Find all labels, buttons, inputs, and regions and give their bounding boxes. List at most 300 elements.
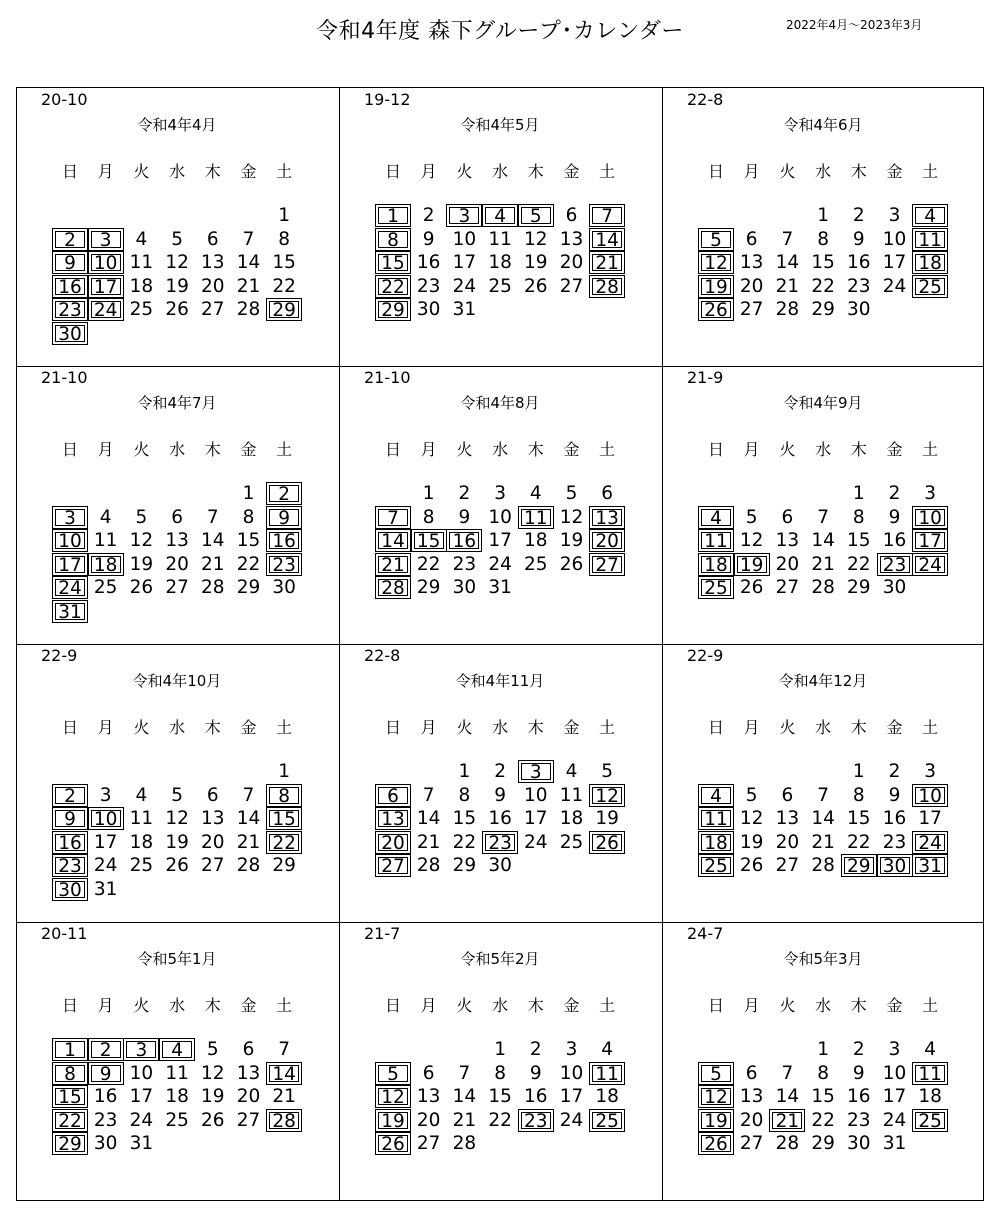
workday-date: 22 bbox=[488, 1109, 512, 1131]
holiday-date: 24 bbox=[912, 831, 948, 854]
workday-date: 14 bbox=[811, 808, 835, 829]
holiday-date: 11 bbox=[698, 529, 734, 552]
workday-date: 19 bbox=[165, 275, 189, 297]
workday-date: 26 bbox=[559, 553, 584, 575]
holiday-date: 4 bbox=[698, 506, 734, 529]
workday-date: 25 bbox=[93, 577, 118, 598]
month-title: 令和5年3月 bbox=[783, 950, 863, 968]
workday-date: 16 bbox=[847, 252, 871, 273]
workday-date: 25 bbox=[129, 299, 154, 320]
workday-date: 28 bbox=[811, 855, 835, 876]
holiday-date: 18 bbox=[88, 553, 124, 576]
workday-date: 5 bbox=[601, 761, 614, 782]
workday-date: 15 bbox=[488, 1086, 512, 1107]
workday-date: 27 bbox=[201, 299, 225, 320]
holiday-date: 3 bbox=[123, 1038, 159, 1061]
workday-date: 28 bbox=[452, 1133, 477, 1154]
holiday-date: 10 bbox=[88, 251, 124, 274]
weekday-label: 水 bbox=[492, 996, 509, 1015]
workday-date: 28 bbox=[775, 1133, 800, 1154]
workday-date: 31 bbox=[488, 577, 512, 598]
holiday-date: 16 bbox=[266, 529, 302, 552]
workday-date: 11 bbox=[129, 808, 154, 829]
workday-date: 9 bbox=[494, 784, 506, 806]
workday-date: 18 bbox=[488, 252, 512, 273]
month-calendar bbox=[339, 922, 661, 1200]
workday-date: 26 bbox=[165, 299, 189, 320]
workday-date: 3 bbox=[924, 761, 937, 782]
workday-date: 18 bbox=[559, 808, 584, 829]
holiday-date: 13 bbox=[375, 807, 411, 830]
workday-date: 30 bbox=[488, 855, 512, 876]
holiday-date: 12 bbox=[698, 251, 734, 274]
holiday-date: 8 bbox=[52, 1062, 88, 1085]
workday-date: 22 bbox=[847, 831, 871, 853]
workday-date: 9 bbox=[458, 506, 471, 528]
workday-date: 24 bbox=[129, 1109, 154, 1131]
workday-date: 9 bbox=[888, 784, 901, 806]
month-code: 21-7 bbox=[364, 924, 401, 943]
month-code: 24-7 bbox=[687, 924, 724, 943]
holiday-date: 13 bbox=[589, 506, 625, 529]
workday-date: 6 bbox=[206, 784, 219, 806]
workday-date: 25 bbox=[559, 831, 584, 853]
workday-date: 29 bbox=[847, 577, 871, 598]
month-title: 令和4年4月 bbox=[137, 116, 217, 134]
weekday-label: 土 bbox=[276, 996, 293, 1015]
workday-date: 1 bbox=[817, 205, 829, 226]
workday-date: 18 bbox=[129, 831, 154, 853]
holiday-date: 23 bbox=[518, 1109, 554, 1132]
weekday-label: 水 bbox=[815, 718, 832, 737]
workday-date: 19 bbox=[559, 530, 584, 551]
workday-date: 4 bbox=[601, 1039, 614, 1060]
holiday-date: 9 bbox=[266, 506, 302, 529]
workday-date: 4 bbox=[529, 483, 542, 504]
workday-date: 17 bbox=[452, 252, 477, 273]
holiday-date: 16 bbox=[446, 529, 482, 552]
workday-date: 6 bbox=[601, 483, 614, 504]
workday-date: 23 bbox=[93, 1109, 118, 1131]
weekday-label: 火 bbox=[779, 162, 796, 181]
month-calendar bbox=[339, 644, 661, 922]
workday-date: 3 bbox=[494, 483, 506, 504]
weekday-label: 金 bbox=[886, 718, 903, 737]
month-calendar bbox=[16, 922, 338, 1200]
workday-date: 24 bbox=[93, 855, 118, 876]
workday-date: 10 bbox=[452, 228, 477, 250]
workday-date: 24 bbox=[488, 553, 512, 575]
month-title: 令和5年1月 bbox=[137, 950, 217, 968]
workday-date: 4 bbox=[99, 506, 112, 528]
workday-date: 7 bbox=[781, 1062, 794, 1084]
workday-date: 28 bbox=[416, 855, 441, 876]
workday-date: 28 bbox=[811, 577, 835, 598]
workday-date: 15 bbox=[452, 808, 477, 829]
workday-date: 21 bbox=[811, 831, 835, 853]
workday-date: 17 bbox=[488, 530, 512, 551]
workday-date: 6 bbox=[781, 506, 794, 528]
workday-date: 7 bbox=[278, 1039, 291, 1060]
workday-date: 4 bbox=[135, 784, 148, 806]
workday-date: 21 bbox=[416, 831, 441, 853]
workday-date: 4 bbox=[135, 228, 148, 250]
weekday-label: 金 bbox=[240, 440, 257, 459]
holiday-date: 5 bbox=[698, 1062, 734, 1085]
workday-date: 5 bbox=[745, 784, 758, 806]
workday-date: 10 bbox=[882, 228, 907, 250]
holiday-date: 22 bbox=[266, 831, 302, 854]
weekday-label: 月 bbox=[97, 996, 114, 1015]
workday-date: 19 bbox=[129, 553, 154, 575]
workday-date: 21 bbox=[272, 1086, 296, 1107]
weekday-label: 火 bbox=[133, 162, 150, 181]
weekday-label: 水 bbox=[169, 440, 186, 459]
holiday-date: 12 bbox=[375, 1085, 411, 1108]
workday-date: 12 bbox=[165, 808, 189, 829]
workday-date: 3 bbox=[888, 1039, 901, 1060]
month-calendar bbox=[339, 88, 661, 366]
weekday-label: 土 bbox=[599, 440, 616, 459]
workday-date: 6 bbox=[745, 1062, 758, 1084]
weekday-label: 月 bbox=[743, 996, 760, 1015]
weekday-label: 水 bbox=[492, 718, 509, 737]
workday-date: 8 bbox=[817, 228, 829, 250]
workday-date: 19 bbox=[165, 831, 189, 853]
weekday-label: 金 bbox=[563, 162, 580, 181]
weekday-label: 土 bbox=[922, 440, 939, 459]
holiday-date: 10 bbox=[52, 529, 88, 552]
holiday-date: 4 bbox=[159, 1038, 195, 1061]
workday-date: 26 bbox=[524, 275, 548, 297]
workday-date: 7 bbox=[422, 784, 435, 806]
weekday-label: 土 bbox=[922, 996, 939, 1015]
workday-date: 1 bbox=[458, 761, 471, 782]
month-calendar bbox=[16, 88, 338, 366]
workday-date: 20 bbox=[775, 831, 800, 853]
holiday-date: 22 bbox=[375, 275, 411, 298]
workday-date: 1 bbox=[817, 1039, 829, 1060]
workday-date: 27 bbox=[416, 1133, 441, 1154]
workday-date: 30 bbox=[93, 1133, 118, 1154]
holiday-date: 14 bbox=[589, 228, 625, 251]
workday-date: 29 bbox=[236, 577, 261, 598]
weekday-label: 月 bbox=[743, 718, 760, 737]
workday-date: 30 bbox=[416, 299, 441, 320]
workday-date: 24 bbox=[882, 1109, 907, 1131]
workday-date: 8 bbox=[242, 506, 255, 528]
weekday-label: 木 bbox=[850, 162, 867, 181]
workday-date: 23 bbox=[882, 831, 907, 853]
weekday-label: 金 bbox=[240, 996, 257, 1015]
workday-date: 12 bbox=[201, 1062, 225, 1084]
workday-date: 14 bbox=[452, 1086, 477, 1107]
workday-date: 5 bbox=[565, 483, 578, 504]
month-title: 令和4年9月 bbox=[783, 394, 863, 412]
workday-date: 17 bbox=[559, 1086, 584, 1107]
workday-date: 21 bbox=[811, 553, 835, 575]
weekday-label: 木 bbox=[204, 718, 221, 737]
workday-date: 3 bbox=[99, 784, 112, 806]
workday-date: 14 bbox=[775, 1086, 800, 1107]
workday-date: 31 bbox=[882, 1133, 907, 1154]
workday-date: 22 bbox=[811, 275, 835, 297]
month-code: 21-9 bbox=[687, 368, 724, 387]
holiday-date: 2 bbox=[52, 228, 88, 251]
holiday-date: 3 bbox=[88, 228, 124, 251]
workday-date: 2 bbox=[852, 205, 865, 226]
weekday-label: 月 bbox=[743, 440, 760, 459]
workday-date: 22 bbox=[811, 1109, 835, 1131]
workday-date: 30 bbox=[882, 577, 907, 598]
holiday-date: 28 bbox=[375, 576, 411, 599]
month-calendar bbox=[16, 366, 338, 644]
workday-date: 11 bbox=[165, 1062, 189, 1084]
holiday-date: 6 bbox=[375, 784, 411, 807]
page-title: 令和4年度 森下グループ･カレンダー bbox=[316, 19, 684, 44]
month-code: 21-10 bbox=[364, 368, 411, 387]
workday-date: 20 bbox=[559, 252, 584, 273]
workday-date: 1 bbox=[852, 483, 865, 504]
workday-date: 26 bbox=[739, 855, 764, 876]
holiday-date: 3 bbox=[446, 204, 482, 227]
workday-date: 27 bbox=[739, 299, 764, 320]
workday-date: 8 bbox=[458, 784, 471, 806]
holiday-date: 10 bbox=[912, 506, 948, 529]
workday-date: 11 bbox=[559, 784, 584, 806]
workday-date: 18 bbox=[918, 1086, 942, 1107]
weekday-label: 火 bbox=[779, 440, 796, 459]
month-title: 令和4年11月 bbox=[455, 672, 545, 690]
weekday-label: 日 bbox=[61, 718, 78, 737]
workday-date: 6 bbox=[206, 228, 219, 250]
fiscal-period: 2022年4月～2023年3月 bbox=[786, 18, 923, 32]
workday-date: 29 bbox=[416, 577, 441, 598]
workday-date: 1 bbox=[852, 761, 865, 782]
holiday-date: 23 bbox=[877, 553, 913, 576]
workday-date: 25 bbox=[488, 275, 512, 297]
holiday-date: 2 bbox=[266, 482, 302, 505]
workday-date: 21 bbox=[201, 553, 225, 575]
workday-date: 13 bbox=[775, 530, 800, 551]
workday-date: 21 bbox=[236, 275, 261, 297]
workday-date: 27 bbox=[775, 577, 800, 598]
workday-date: 13 bbox=[559, 228, 584, 250]
workday-date: 21 bbox=[775, 275, 800, 297]
workday-date: 15 bbox=[811, 252, 835, 273]
workday-date: 4 bbox=[565, 761, 578, 782]
workday-date: 2 bbox=[888, 761, 901, 782]
holiday-date: 29 bbox=[375, 298, 411, 321]
workday-date: 28 bbox=[201, 577, 225, 598]
workday-date: 15 bbox=[811, 1086, 835, 1107]
holiday-date: 23 bbox=[52, 298, 88, 321]
holiday-date: 1 bbox=[52, 1038, 88, 1061]
workday-date: 19 bbox=[524, 252, 548, 273]
month-title: 令和5年2月 bbox=[460, 950, 540, 968]
workday-date: 24 bbox=[452, 275, 477, 297]
holiday-date: 30 bbox=[877, 854, 913, 877]
holiday-date: 31 bbox=[912, 854, 948, 877]
holiday-date: 16 bbox=[52, 275, 88, 298]
workday-date: 16 bbox=[416, 252, 441, 273]
workday-date: 24 bbox=[524, 831, 548, 853]
workday-date: 22 bbox=[236, 553, 261, 575]
workday-date: 21 bbox=[452, 1109, 477, 1131]
weekday-label: 火 bbox=[133, 996, 150, 1015]
workday-date: 31 bbox=[93, 878, 118, 900]
workday-date: 15 bbox=[236, 530, 261, 551]
workday-date: 20 bbox=[775, 553, 800, 575]
weekday-label: 水 bbox=[492, 440, 509, 459]
workday-date: 24 bbox=[882, 275, 907, 297]
workday-date: 24 bbox=[559, 1109, 584, 1131]
workday-date: 22 bbox=[272, 275, 296, 297]
workday-date: 6 bbox=[781, 784, 794, 806]
holiday-date: 24 bbox=[912, 553, 948, 576]
holiday-date: 28 bbox=[266, 1109, 302, 1132]
workday-date: 2 bbox=[422, 205, 435, 226]
workday-date: 31 bbox=[129, 1133, 154, 1154]
holiday-date: 23 bbox=[482, 831, 518, 854]
workday-date: 23 bbox=[847, 275, 871, 297]
holiday-date: 10 bbox=[912, 784, 948, 807]
workday-date: 11 bbox=[129, 252, 154, 273]
holiday-date: 28 bbox=[589, 275, 625, 298]
month-code: 22-8 bbox=[364, 646, 401, 665]
holiday-date: 21 bbox=[769, 1109, 805, 1132]
workday-date: 14 bbox=[416, 808, 441, 829]
holiday-date: 23 bbox=[266, 553, 302, 576]
weekday-label: 土 bbox=[599, 162, 616, 181]
weekday-label: 土 bbox=[276, 718, 293, 737]
weekday-label: 月 bbox=[97, 162, 114, 181]
workday-date: 12 bbox=[739, 530, 764, 551]
month-calendar bbox=[662, 644, 984, 922]
weekday-label: 月 bbox=[420, 440, 437, 459]
weekday-label: 水 bbox=[169, 162, 186, 181]
workday-date: 29 bbox=[272, 855, 296, 876]
weekday-label: 火 bbox=[779, 996, 796, 1015]
weekday-label: 水 bbox=[815, 162, 832, 181]
holiday-date: 3 bbox=[518, 760, 554, 783]
workday-date: 8 bbox=[817, 1062, 829, 1084]
holiday-date: 8 bbox=[266, 784, 302, 807]
workday-date: 25 bbox=[165, 1109, 189, 1131]
weekday-label: 金 bbox=[886, 440, 903, 459]
weekday-label: 火 bbox=[133, 718, 150, 737]
holiday-date: 5 bbox=[518, 204, 554, 227]
holiday-date: 19 bbox=[734, 553, 770, 576]
workday-date: 15 bbox=[847, 808, 871, 829]
month-title: 令和4年7月 bbox=[137, 394, 217, 412]
weekday-label: 月 bbox=[420, 718, 437, 737]
holiday-date: 5 bbox=[698, 228, 734, 251]
weekday-label: 水 bbox=[815, 996, 832, 1015]
workday-date: 19 bbox=[595, 808, 619, 829]
workday-date: 7 bbox=[458, 1062, 471, 1084]
workday-date: 7 bbox=[206, 506, 219, 528]
workday-date: 30 bbox=[847, 299, 871, 320]
weekday-label: 日 bbox=[384, 440, 401, 459]
workday-date: 7 bbox=[781, 228, 794, 250]
workday-date: 20 bbox=[416, 1109, 441, 1131]
workday-date: 16 bbox=[847, 1086, 871, 1107]
holiday-date: 11 bbox=[698, 807, 734, 830]
weekday-label: 金 bbox=[563, 996, 580, 1015]
workday-date: 14 bbox=[811, 530, 835, 551]
weekday-label: 火 bbox=[779, 718, 796, 737]
workday-date: 29 bbox=[811, 299, 835, 320]
holiday-date: 26 bbox=[375, 1132, 411, 1155]
holiday-date: 26 bbox=[698, 298, 734, 321]
holiday-date: 30 bbox=[52, 322, 88, 345]
workday-date: 7 bbox=[817, 784, 829, 806]
holiday-date: 4 bbox=[698, 784, 734, 807]
holiday-date: 15 bbox=[266, 807, 302, 830]
month-calendar bbox=[339, 366, 661, 644]
workday-date: 7 bbox=[817, 506, 829, 528]
holiday-date: 9 bbox=[52, 807, 88, 830]
workday-date: 25 bbox=[524, 553, 548, 575]
workday-date: 27 bbox=[201, 855, 225, 876]
workday-date: 23 bbox=[416, 275, 441, 297]
workday-date: 13 bbox=[201, 252, 225, 273]
month-code: 19-12 bbox=[364, 90, 411, 109]
workday-date: 20 bbox=[739, 1109, 764, 1131]
workday-date: 27 bbox=[236, 1109, 261, 1131]
holiday-date: 11 bbox=[912, 228, 948, 251]
holiday-date: 7 bbox=[375, 506, 411, 529]
workday-date: 25 bbox=[129, 855, 154, 876]
holiday-date: 26 bbox=[589, 831, 625, 854]
workday-date: 10 bbox=[559, 1062, 584, 1084]
holiday-date: 23 bbox=[52, 854, 88, 877]
month-calendar bbox=[662, 88, 984, 366]
workday-date: 2 bbox=[529, 1039, 542, 1060]
month-code: 22-9 bbox=[687, 646, 724, 665]
workday-date: 6 bbox=[745, 228, 758, 250]
holiday-date: 24 bbox=[52, 576, 88, 599]
holiday-date: 25 bbox=[912, 1109, 948, 1132]
workday-date: 28 bbox=[236, 299, 261, 320]
workday-date: 16 bbox=[882, 808, 907, 829]
workday-date: 1 bbox=[278, 205, 291, 226]
workday-date: 14 bbox=[775, 252, 800, 273]
month-title: 令和4年6月 bbox=[783, 116, 863, 134]
workday-date: 11 bbox=[93, 530, 118, 551]
workday-date: 2 bbox=[458, 483, 471, 504]
month-calendar bbox=[662, 922, 984, 1200]
workday-date: 26 bbox=[129, 577, 154, 598]
workday-date: 14 bbox=[201, 530, 225, 551]
workday-date: 9 bbox=[422, 228, 435, 250]
workday-date: 13 bbox=[201, 808, 225, 829]
workday-date: 15 bbox=[272, 252, 296, 273]
workday-date: 17 bbox=[882, 1086, 907, 1107]
holiday-date: 20 bbox=[375, 831, 411, 854]
workday-date: 27 bbox=[775, 855, 800, 876]
weekday-label: 火 bbox=[456, 440, 473, 459]
workday-date: 2 bbox=[888, 483, 901, 504]
holiday-date: 10 bbox=[88, 807, 124, 830]
holiday-date: 1 bbox=[375, 204, 411, 227]
workday-date: 10 bbox=[488, 506, 512, 528]
workday-date: 26 bbox=[165, 855, 189, 876]
weekday-label: 金 bbox=[563, 440, 580, 459]
weekday-label: 金 bbox=[240, 162, 257, 181]
workday-date: 21 bbox=[236, 831, 261, 853]
